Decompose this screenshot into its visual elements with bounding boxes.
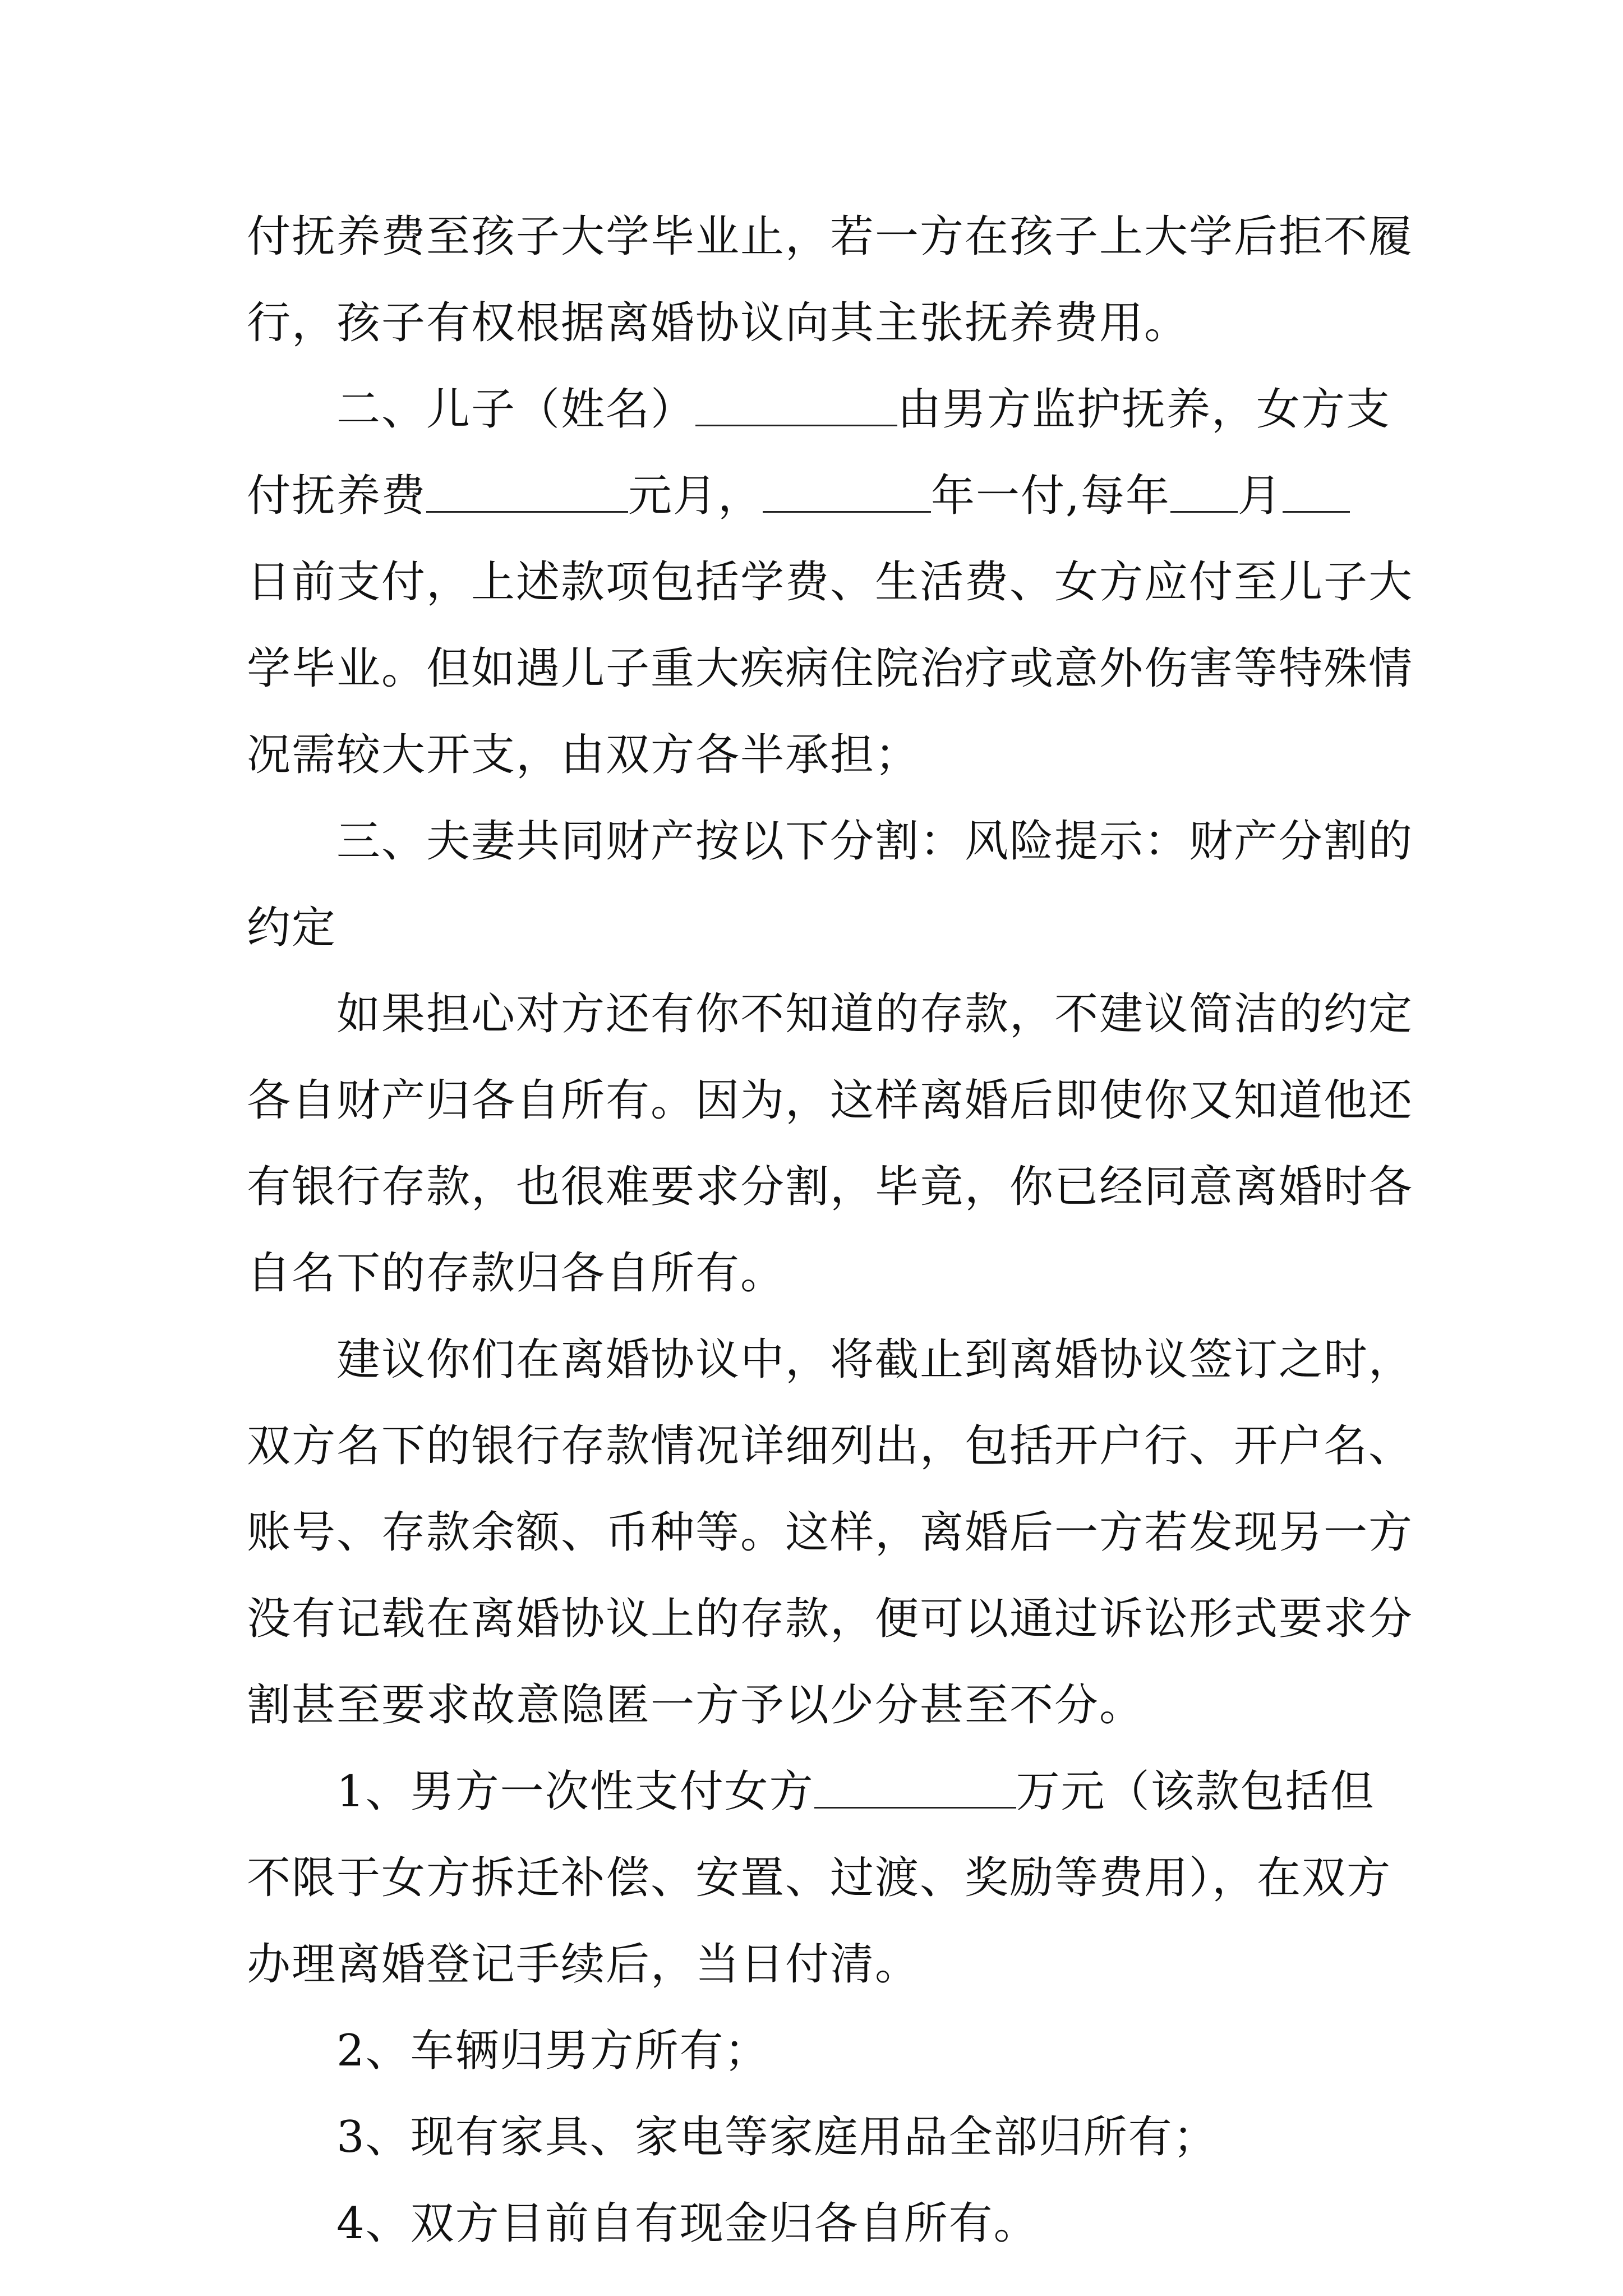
text-line: 付抚养费至孩子大学毕业止，若一方在孩子上大学后拒不履 xyxy=(247,211,1414,262)
text-line: 行，孩子有权根据离婚协议向其主张抚养费用。 xyxy=(247,298,1189,348)
text-line: 办理离婚登记手续后，当日付清。 xyxy=(247,1939,920,1990)
text-line xyxy=(247,1749,1391,1835)
text-line: 账号、存款余额、币种等。这样，离婚后一方若发现另一方 xyxy=(247,1507,1414,1558)
text-line: 3、现有家具、家电等家庭用品全部归所有； xyxy=(336,2112,1218,2162)
text-line: 日前支付，上述款项包括学费、生活费、女方应付至儿子大 xyxy=(247,557,1414,608)
text-segment: 由男方监护抚养，女方支 xyxy=(897,384,1391,435)
text-line xyxy=(247,453,1391,539)
blank-field xyxy=(763,474,931,513)
text-line: 不限于女方拆迁补偿、安置、过渡、奖励等费用），在双方 xyxy=(247,1853,1392,1903)
text-line xyxy=(247,366,1391,453)
text-line: 4、双方目前自有现金归各自所有。 xyxy=(336,2198,1039,2249)
text-segment: 元月， xyxy=(628,471,763,521)
blank-field xyxy=(814,1770,1016,1809)
text-segment: 付抚养费 xyxy=(247,471,427,521)
text-line: 双方名下的银行存款情况详细列出，包括开户行、开户名、 xyxy=(247,1421,1414,1471)
text-line: 约定 xyxy=(247,903,337,953)
text-line: 况需较大开支，由双方各半承担； xyxy=(247,730,920,780)
text-line: 建议你们在离婚协议中，将截止到离婚协议签订之时， xyxy=(336,1335,1414,1385)
blank-field xyxy=(1170,474,1238,513)
text-segment: 年一付,每年 xyxy=(931,471,1170,521)
text-line: 自名下的存款归各自所有。 xyxy=(247,1248,786,1299)
text-line: 三、夫妻共同财产按以下分割：风险提示：财产分割的 xyxy=(336,816,1414,867)
text-line: 没有记载在离婚协议上的存款，便可以通过诉讼形式要求分 xyxy=(247,1594,1414,1644)
blank-field xyxy=(426,474,628,513)
text-segment: 1、男方一次性支付女方 xyxy=(336,1766,814,1817)
text-segment: 万元（该款包括但 xyxy=(1016,1766,1375,1817)
text-line: 学毕业。但如遇儿子重大疾病住院治疗或意外伤害等特殊情 xyxy=(247,643,1414,694)
blank-field xyxy=(1283,474,1350,513)
text-segment: 二、儿子（姓名） xyxy=(336,384,696,435)
text-line: 有银行存款，也很难要求分割，毕竟，你已经同意离婚时各 xyxy=(247,1162,1414,1212)
text-segment: 月 xyxy=(1237,471,1283,521)
text-line: 各自财产归各自所有。因为，这样离婚后即使你又知道他还 xyxy=(247,1075,1414,1126)
text-line: 如果担心对方还有你不知道的存款，不建议简洁的约定 xyxy=(336,989,1414,1039)
blank-field xyxy=(695,388,897,426)
text-line: 割甚至要求故意隐匿一方予以少分甚至不分。 xyxy=(247,1680,1145,1731)
text-line: 2、车辆归男方所有； xyxy=(336,2026,769,2076)
body-text xyxy=(247,194,1414,2267)
